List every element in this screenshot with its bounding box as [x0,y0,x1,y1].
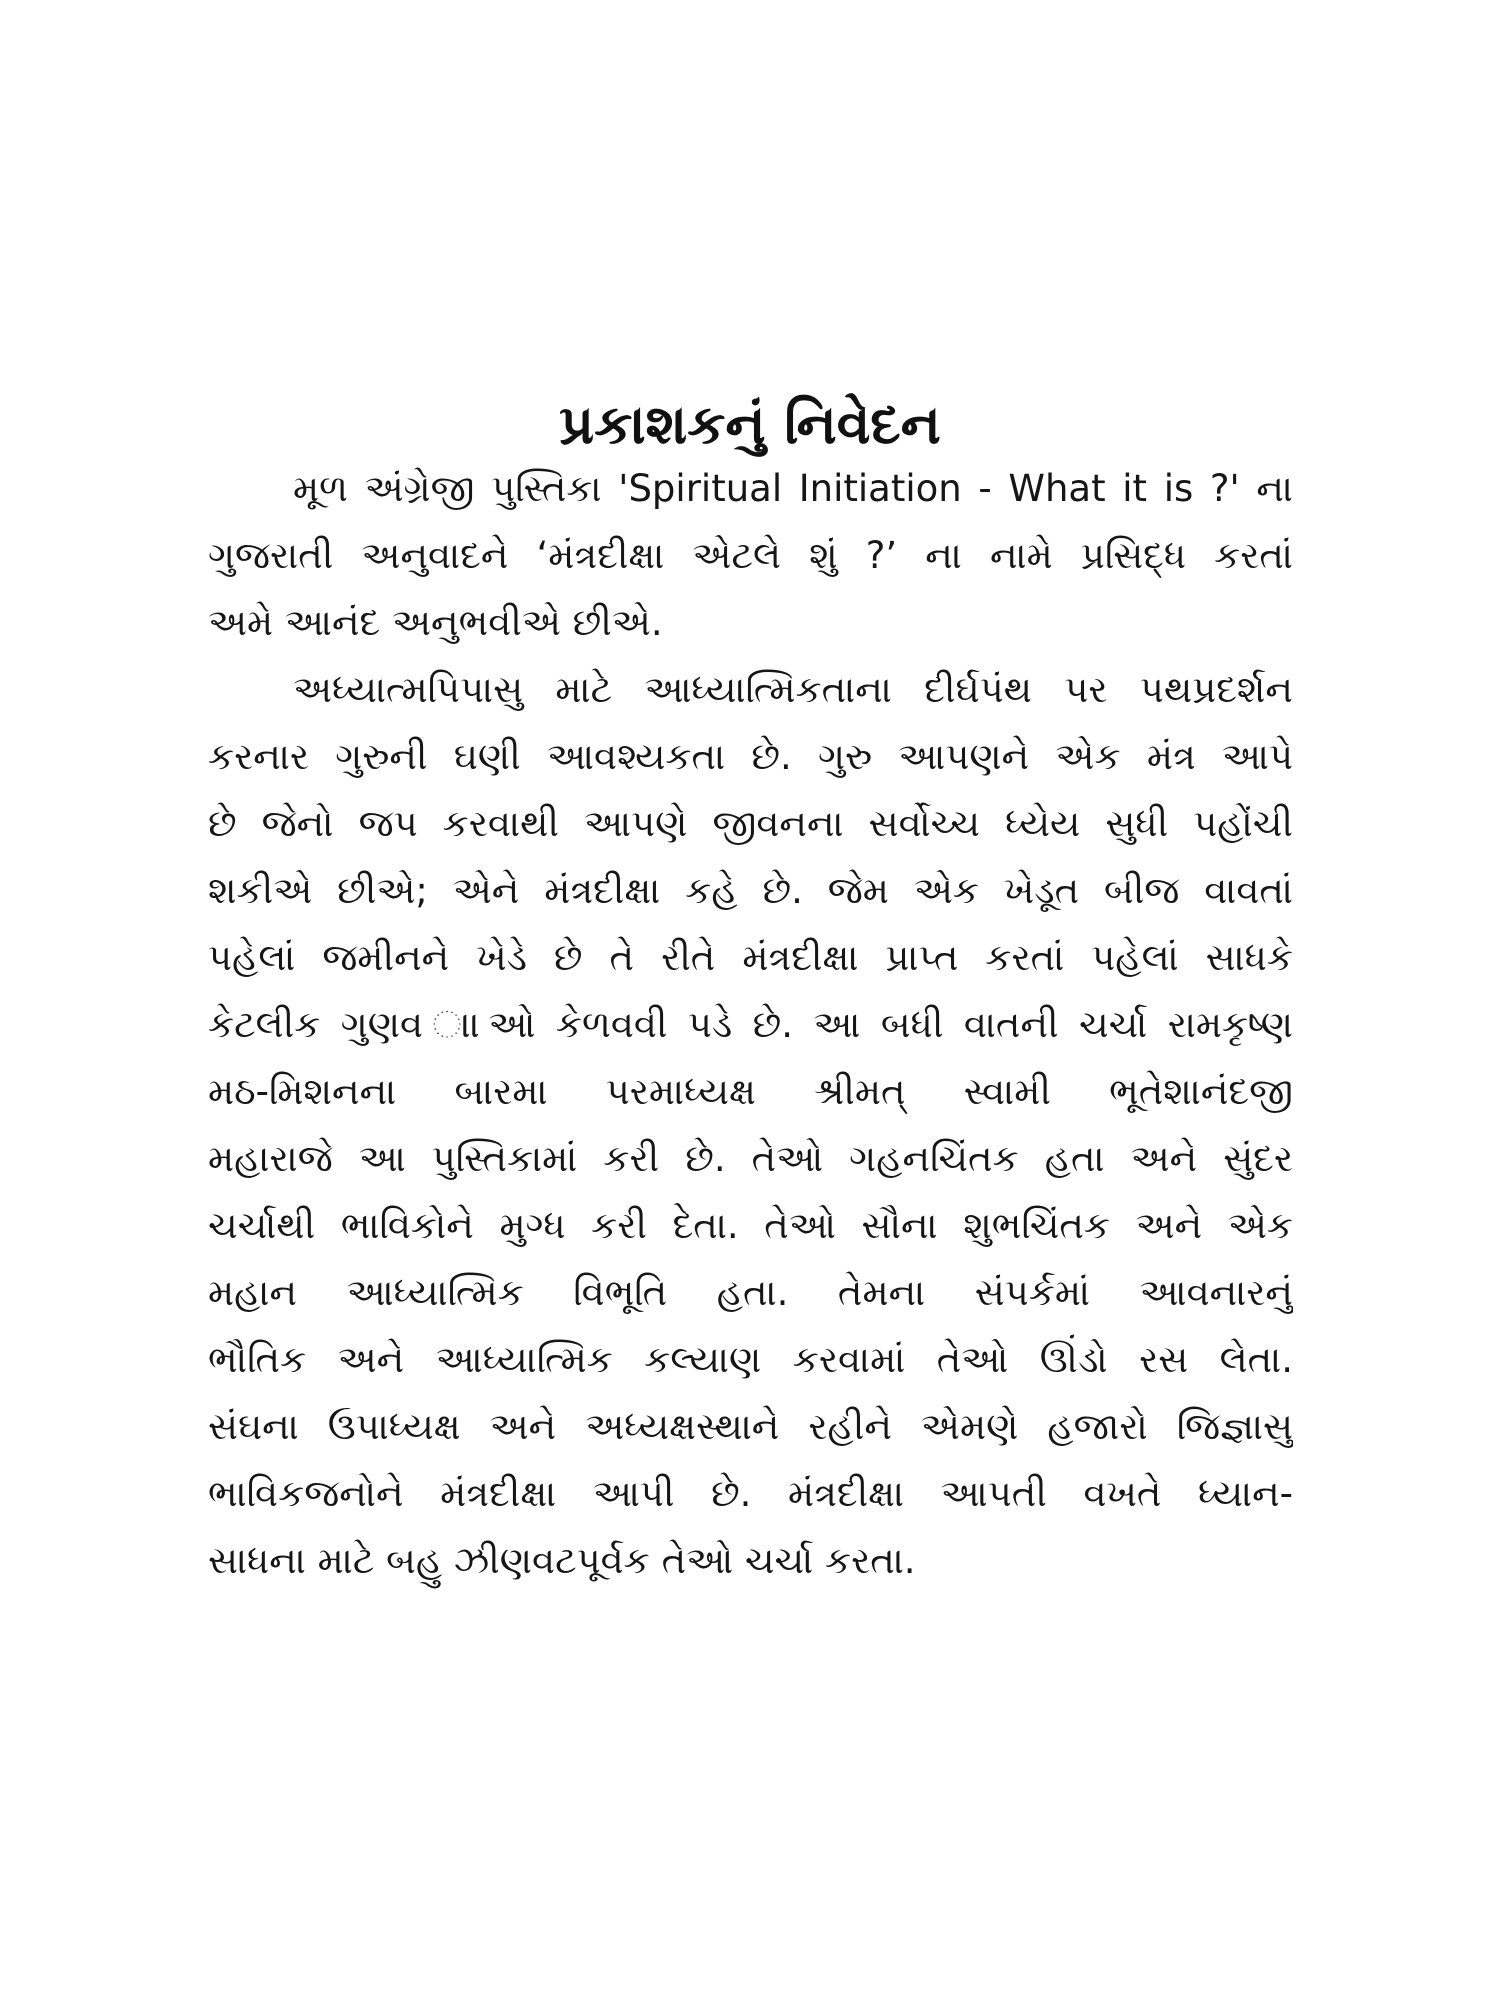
paragraph-line: શકીએ છીએ; એને મંત્રદીક્ષા કહે છે. જેમ એક ખેડૂત બીજ વાવતાં [208,869,1293,912]
body-text [208,455,1293,1594]
paragraph-main [208,656,1293,1594]
paragraph-line: મહાન આધ્યાત્મિક વિભૂતિ હતા. તેમના સંપર્કમાં આવનારનું [208,1271,1293,1314]
paragraph-line: ભાવિકજનોને મંત્રદીક્ષા આપી છે. મંત્રદીક્ષા આપતી વખતે ધ્યાન- [208,1472,1293,1515]
paragraph-line: ચર્ચાથી ભાવિકોને મુગ્ધ કરી દેતા. તેઓ સૌના શુભચિંતક અને એક [208,1204,1293,1247]
paragraph-line: અમે આનંદ અનુભવીએ છીએ. [208,601,663,644]
page-title: પ્રકાશકનું નિવેદન [559,393,941,456]
paragraph-line: મૂળ અંગ્રેજી પુસ્તિકા 'Spiritual Initiation - What it is ?' ના [293,467,1293,510]
paragraph-line: કેટલીક ગુણવ ાાઓ કેળવવી પડે છે. આ બધી વાતની ચર્ચા રામકૃષ્ણ [208,1003,1293,1046]
paragraph-line: સંઘના ઉપાધ્યક્ષ અને અધ્યક્ષસ્થાને રહીને એમણે હજારો જિજ્ઞાસુ [208,1405,1293,1448]
paragraph-line: મઠ-મિશનના બારમા પરમાધ્યક્ષ શ્રીમત્ સ્વામી ભૂતેશાનંદજી [208,1070,1293,1113]
paragraph-intro [208,455,1293,656]
paragraph-line: કરનાર ગુરુની ઘણી આવશ્યકતા છે. ગુરુ આપણને એક મંત્ર આપે [208,735,1293,778]
paragraph-line: છે જેનો જપ કરવાથી આપણે જીવનના સર્વોચ્ચ ધ્યેય સુધી પહોંચી [208,802,1293,845]
paragraph-line: સાધના માટે બહુ ઝીણવટપૂર્વક તેઓ ચર્ચા કરતા. [208,1539,916,1582]
paragraph-line: ભૌતિક અને આધ્યાત્મિક કલ્યાણ કરવામાં તેઓ ઊંડો રસ લેતા. [208,1338,1293,1381]
paragraph-line: મહારાજે આ પુસ્તિકામાં કરી છે. તેઓ ગહનચિંતક હતા અને સુંદર [208,1137,1293,1180]
paragraph-line: પહેલાં જમીનને ખેડે છે તે રીતે મંત્રદીક્ષા પ્રાપ્ત કરતાં પહેલાં સાધકે [208,936,1293,979]
paragraph-line: અધ્યાત્મપિપાસુ માટે આધ્યાત્મિકતાના દીર્ઘપંથ પર પથપ્રદર્શન [293,668,1293,711]
paragraph-line: ગુજરાતી અનુવાદને ‘મંત્રદીક્ષા એટલે શું ?’ ના નામે પ્રસિદ્ધ કરતાં [208,534,1293,577]
